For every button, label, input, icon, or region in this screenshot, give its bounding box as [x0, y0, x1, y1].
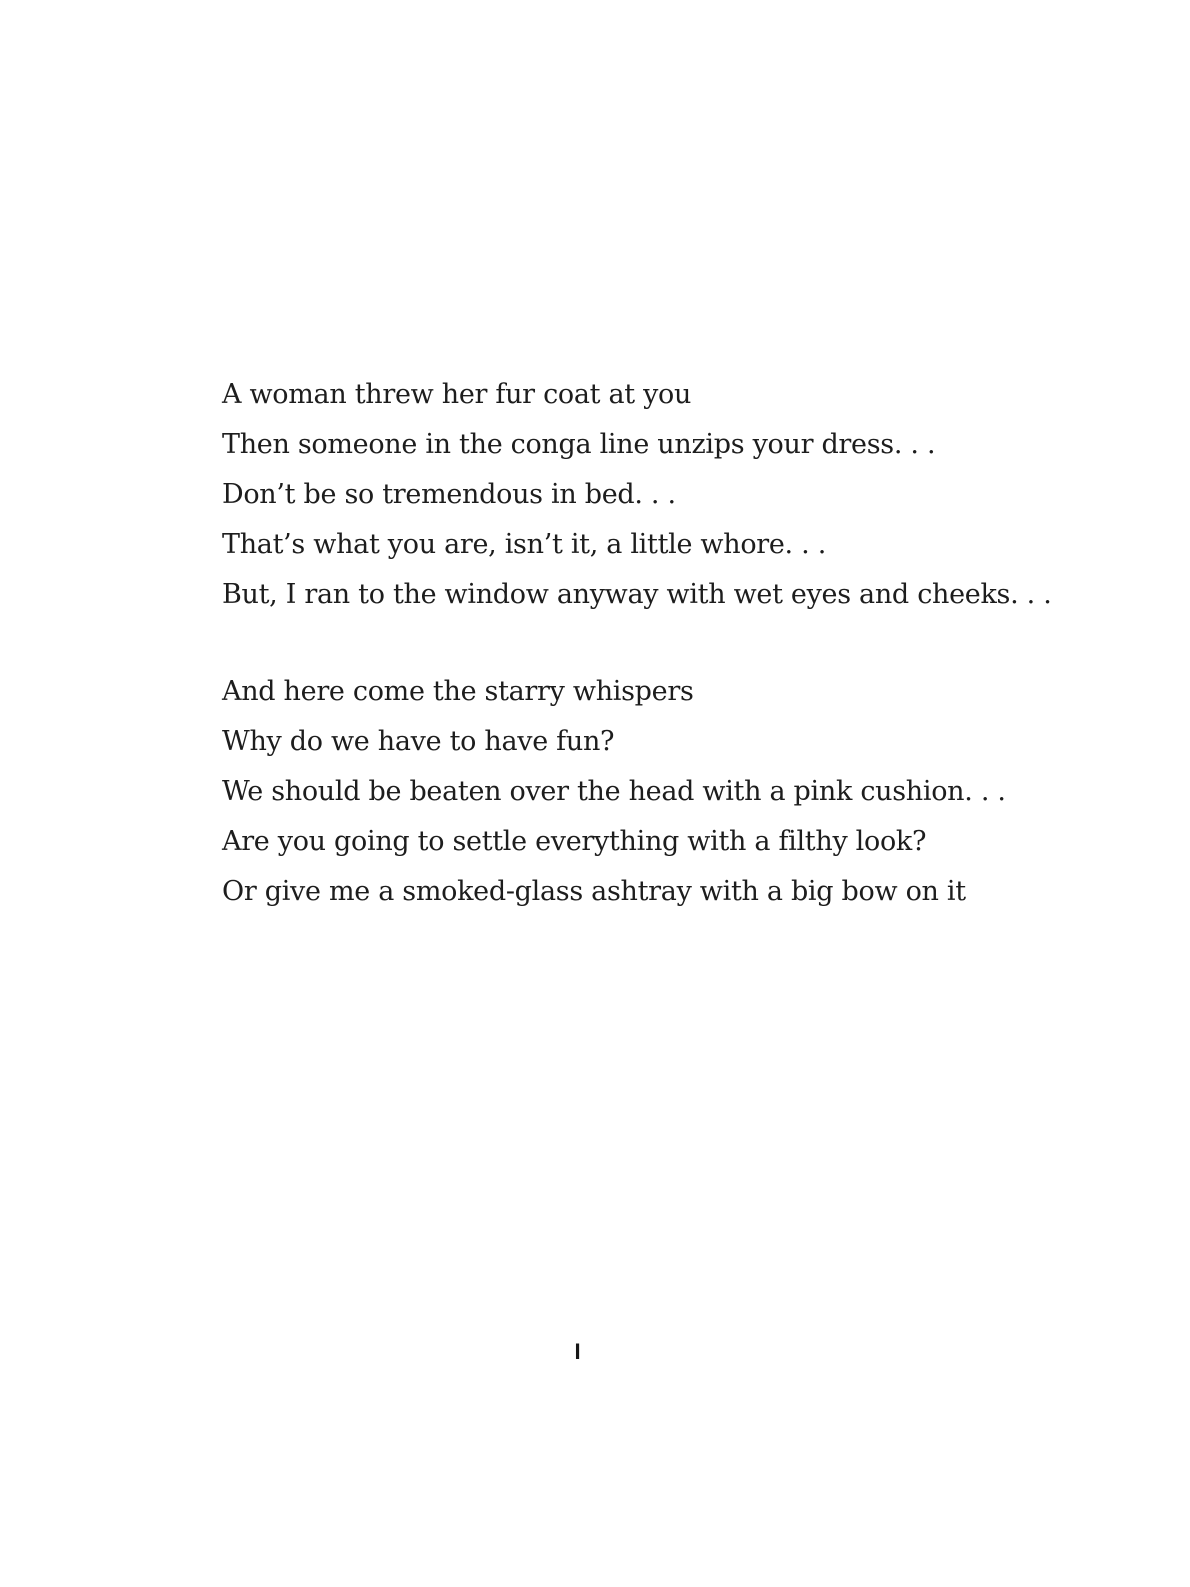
stanza-1 — [222, 370, 1082, 620]
page-number: I — [574, 1339, 581, 1364]
poem-line: Or give me a smoked-glass ashtray with a big bow on it — [222, 876, 966, 907]
poem-line: Then someone in the conga line unzips your dress. . . — [222, 429, 936, 460]
poem-body — [222, 370, 1082, 917]
poem-line: But, I ran to the window anyway with wet eyes and cheeks. . . — [222, 579, 1052, 610]
poem-line: Why do we have to have fun? — [222, 726, 615, 757]
poem-line: A woman threw her fur coat at you — [222, 379, 692, 410]
stanza-2 — [222, 667, 1082, 917]
poem-line: Are you going to settle everything with a filthy look? — [222, 826, 927, 857]
poem-line: And here come the starry whispers — [222, 676, 694, 707]
poem-line: Don’t be so tremendous in bed. . . — [222, 479, 676, 510]
poem-line: That’s what you are, isn’t it, a little whore. . . — [222, 529, 826, 560]
poem-line: We should be beaten over the head with a pink cushion. . . — [222, 776, 1006, 807]
